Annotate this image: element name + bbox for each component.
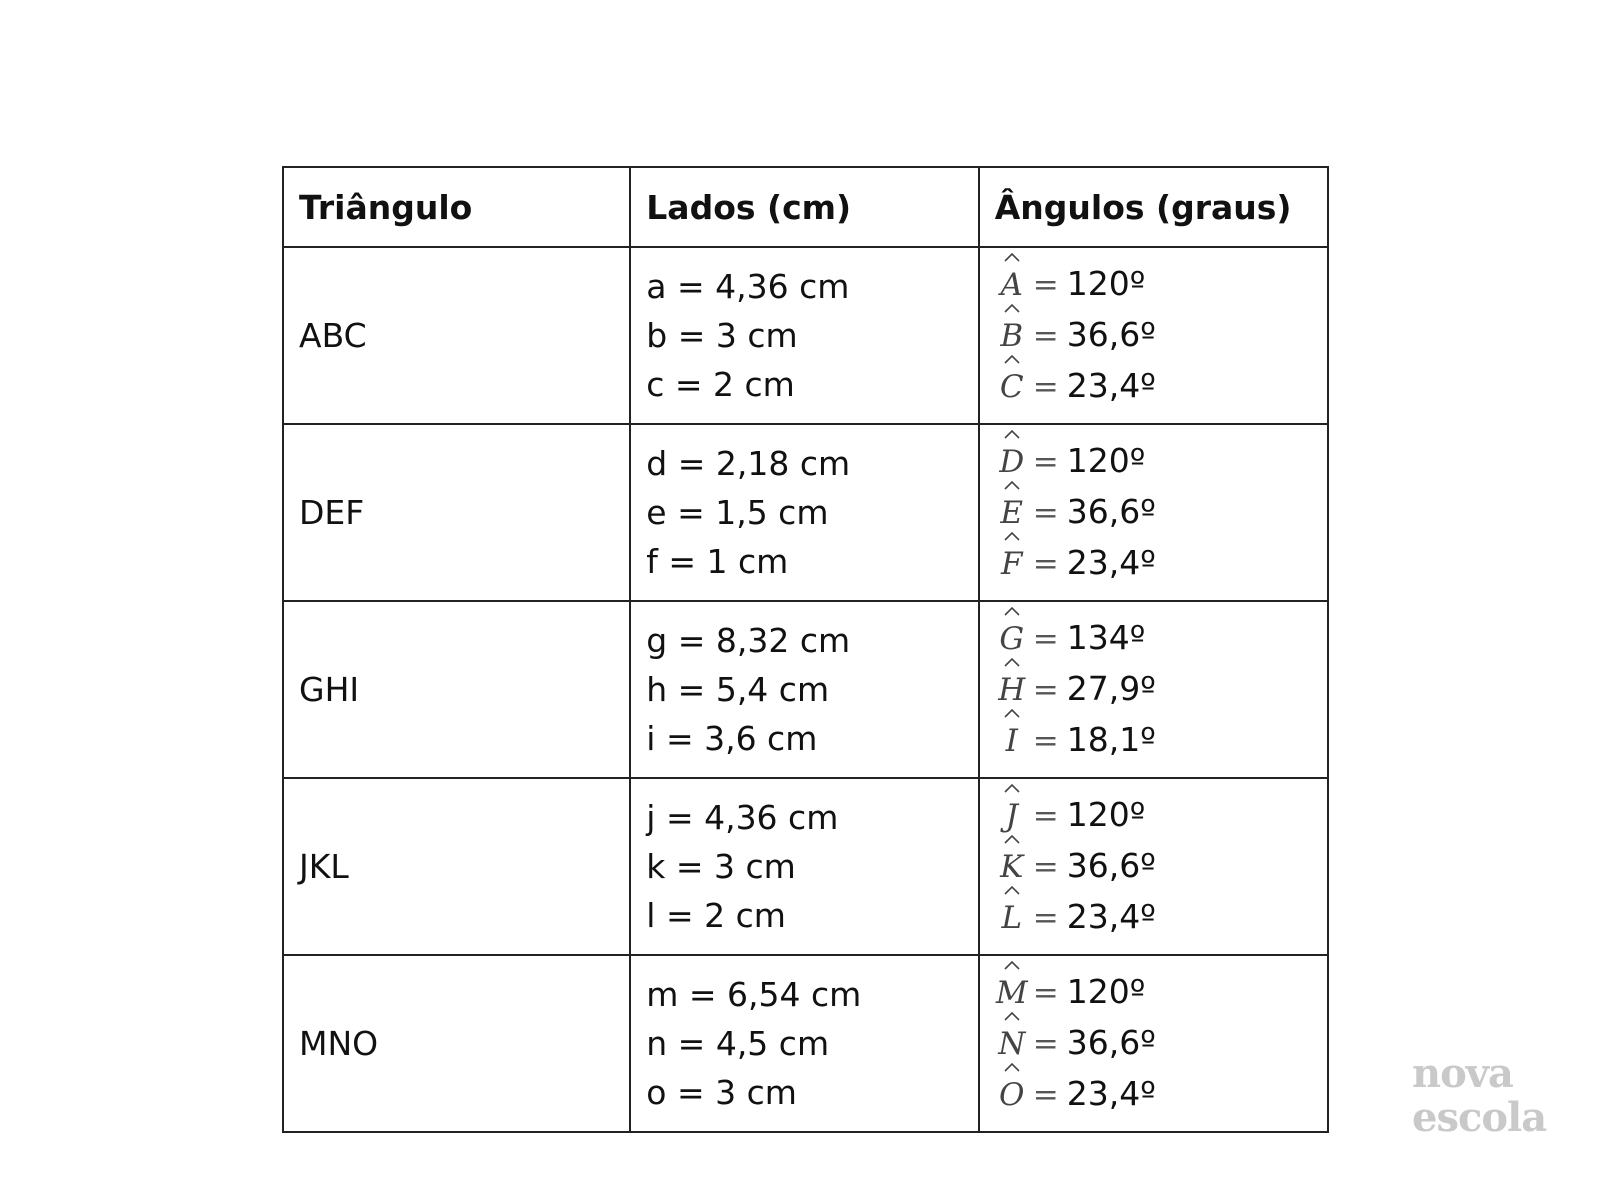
hat-accent-icon xyxy=(1004,1063,1020,1071)
side-value: j = 4,36 cm xyxy=(646,798,839,837)
nova-escola-logo xyxy=(1412,1052,1546,1140)
logo-line1: nova xyxy=(1412,1050,1513,1097)
hat-accent-icon xyxy=(1004,709,1020,717)
angle-symbol: F xyxy=(995,540,1029,589)
equals-sign: = xyxy=(1032,318,1059,354)
angle-symbol: M xyxy=(995,969,1029,1018)
hat-accent-icon xyxy=(1004,835,1020,843)
hat-accent-icon xyxy=(1004,355,1020,363)
angles-cell xyxy=(979,955,1328,1132)
table-row xyxy=(283,955,1328,1132)
angle-symbol: O xyxy=(995,1071,1029,1120)
side-value: d = 2,18 cm xyxy=(646,444,851,483)
hat-accent-icon xyxy=(1004,532,1020,540)
triangle-name: MNO xyxy=(283,955,630,1132)
angle-symbol: D xyxy=(995,438,1029,487)
equals-sign: = xyxy=(1032,849,1059,885)
side-value: g = 8,32 cm xyxy=(646,621,851,660)
side-value: m = 6,54 cm xyxy=(646,975,862,1014)
table-row xyxy=(283,778,1328,955)
equals-sign: = xyxy=(1032,621,1059,657)
angle-symbol: A xyxy=(995,261,1029,310)
angle-value: F = 23,4º xyxy=(995,538,1327,589)
angle-value: E = 36,6º xyxy=(995,487,1327,538)
triangle-name: DEF xyxy=(283,424,630,601)
angle-value: L = 23,4º xyxy=(995,892,1327,943)
equals-sign: = xyxy=(1032,267,1059,303)
equals-sign: = xyxy=(1032,975,1059,1011)
angle-value: K = 36,6º xyxy=(995,841,1327,892)
side-value: a = 4,36 cm xyxy=(646,267,850,306)
angle-value: I = 18,1º xyxy=(995,715,1327,766)
equals-sign: = xyxy=(1032,1077,1059,1113)
side-value: f = 1 cm xyxy=(646,542,789,581)
equals-sign: = xyxy=(1032,723,1059,759)
equals-sign: = xyxy=(1032,798,1059,834)
angle-symbol: I xyxy=(995,717,1029,766)
sides-cell xyxy=(630,778,978,955)
angle-value: O = 23,4º xyxy=(995,1069,1327,1120)
hat-accent-icon xyxy=(1004,430,1020,438)
angle-symbol: L xyxy=(995,894,1029,943)
hat-accent-icon xyxy=(1004,784,1020,792)
equals-sign: = xyxy=(1032,369,1059,405)
table-row xyxy=(283,424,1328,601)
equals-sign: = xyxy=(1032,900,1059,936)
triangle-name: JKL xyxy=(283,778,630,955)
angle-value: C = 23,4º xyxy=(995,361,1327,412)
sides-cell xyxy=(630,955,978,1132)
hat-accent-icon xyxy=(1004,886,1020,894)
angle-value: H = 27,9º xyxy=(995,664,1327,715)
angle-value: M = 120º xyxy=(995,967,1327,1018)
equals-sign: = xyxy=(1032,495,1059,531)
angle-symbol: N xyxy=(995,1020,1029,1069)
angle-value: G = 134º xyxy=(995,613,1327,664)
side-value: l = 2 cm xyxy=(646,896,786,935)
header-row xyxy=(283,167,1328,247)
angle-symbol: J xyxy=(995,792,1029,841)
angles-cell xyxy=(979,778,1328,955)
angles-cell xyxy=(979,424,1328,601)
angle-value: J = 120º xyxy=(995,790,1327,841)
equals-sign: = xyxy=(1032,546,1059,582)
angle-value: B = 36,6º xyxy=(995,310,1327,361)
angles-cell xyxy=(979,247,1328,424)
header-angles: Ângulos (graus) xyxy=(979,167,1328,247)
equals-sign: = xyxy=(1032,1026,1059,1062)
side-value: o = 3 cm xyxy=(646,1073,797,1112)
side-value: n = 4,5 cm xyxy=(646,1024,830,1063)
angle-symbol: H xyxy=(995,666,1029,715)
angle-value: D = 120º xyxy=(995,436,1327,487)
header-triangle: Triângulo xyxy=(283,167,630,247)
table-row xyxy=(283,247,1328,424)
table-row xyxy=(283,601,1328,778)
angles-cell xyxy=(979,601,1328,778)
hat-accent-icon xyxy=(1004,304,1020,312)
sides-cell xyxy=(630,601,978,778)
hat-accent-icon xyxy=(1004,607,1020,615)
angle-symbol: B xyxy=(995,312,1029,361)
triangles-table xyxy=(282,166,1329,1133)
angle-value: A = 120º xyxy=(995,259,1327,310)
side-value: i = 3,6 cm xyxy=(646,719,818,758)
side-value: c = 2 cm xyxy=(646,365,795,404)
header-sides: Lados (cm) xyxy=(630,167,978,247)
angle-value: N = 36,6º xyxy=(995,1018,1327,1069)
angle-symbol: C xyxy=(995,363,1029,412)
equals-sign: = xyxy=(1032,672,1059,708)
angle-symbol: K xyxy=(995,843,1029,892)
hat-accent-icon xyxy=(1004,658,1020,666)
hat-accent-icon xyxy=(1004,1012,1020,1020)
hat-accent-icon xyxy=(1004,253,1020,261)
side-value: k = 3 cm xyxy=(646,847,796,886)
angle-symbol: G xyxy=(995,615,1029,664)
angle-symbol: E xyxy=(995,489,1029,538)
triangle-name: ABC xyxy=(283,247,630,424)
hat-accent-icon xyxy=(1004,481,1020,489)
triangle-name: GHI xyxy=(283,601,630,778)
sides-cell xyxy=(630,247,978,424)
logo-line2: escola xyxy=(1412,1094,1547,1141)
sides-cell xyxy=(630,424,978,601)
hat-accent-icon xyxy=(1004,961,1020,969)
side-value: h = 5,4 cm xyxy=(646,670,830,709)
side-value: b = 3 cm xyxy=(646,316,798,355)
side-value: e = 1,5 cm xyxy=(646,493,829,532)
equals-sign: = xyxy=(1032,444,1059,480)
